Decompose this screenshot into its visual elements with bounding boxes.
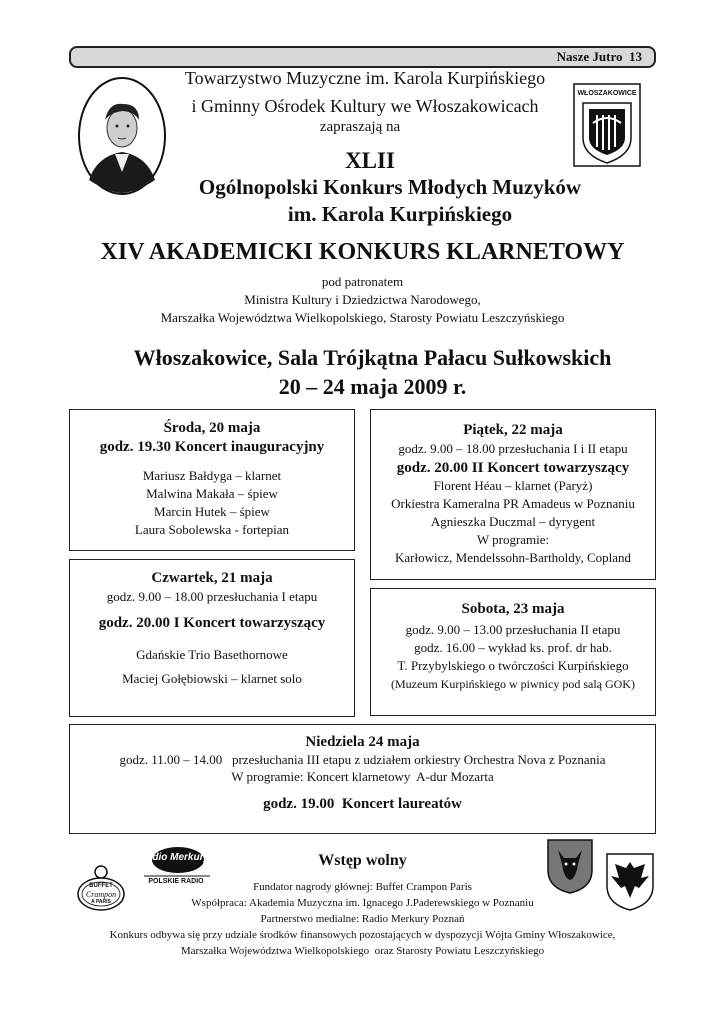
sunday-event: godz. 19.00 Koncert laureatów: [263, 796, 462, 812]
title-line-2: im. Karola Kurpińskiego: [287, 202, 513, 226]
footer-line-2: Współpraca: Akademia Muzyczna im. Ignacego J.Paderewskiego w Poznaniu: [191, 897, 534, 909]
edition-number: XLII: [345, 148, 395, 173]
radio-merkury-logo: [136, 842, 216, 890]
friday-line-1: godz. 9.00 – 18.00 przesłuchania I i II etapu: [398, 441, 628, 456]
friday-line-4: Agnieszka Duczmal – dyrygent: [430, 514, 596, 529]
page-label: Nasze Jutro 13: [556, 49, 642, 64]
saturday-line-4: (Muzeum Kurpińskiego w piwnicy pod salą GOK): [391, 677, 635, 691]
friday-line-3: Orkiestra Kameralna PR Amadeus w Poznaniu: [391, 496, 635, 511]
footer-line-1: Fundator nagrody głównej: Buffet Crampon Paris: [253, 881, 472, 893]
buffet-text-3: A PARIS: [91, 899, 111, 905]
buffet-text-2: Crampon: [85, 890, 117, 899]
friday-day: Piątek, 22 maja: [463, 422, 563, 438]
friday-line-5: W programie:: [476, 532, 550, 547]
wednesday-box: [69, 409, 355, 551]
venue-line-1: Włoszakowice, Sala Trójkątna Pałacu Sułkowskich: [133, 345, 612, 370]
thursday-line-1: godz. 9.00 – 18.00 przesłuchania I etapu: [106, 589, 318, 604]
org-line-3: zapraszają na: [319, 119, 401, 135]
buffet-text-1: BUFFET: [89, 883, 113, 889]
org-line-2: i Gminny Ośrodek Kultury we Włoszakowicach: [191, 96, 539, 116]
venue-date: 20 – 24 maja 2009 r.: [278, 374, 467, 399]
buffet-crampon-logo: [76, 864, 126, 912]
performer-3: Marcin Hutek – śpiew: [154, 504, 270, 519]
main-title: XIV AKADEMICKI KONKURS KLARNETOWY: [100, 239, 625, 265]
thursday-line-3: Maciej Gołębiowski – klarnet solo: [122, 671, 302, 686]
wednesday-event: godz. 19.30 Koncert inauguracyjny: [99, 439, 325, 455]
thursday-day: Czwartek, 21 maja: [151, 570, 273, 586]
radio-sub: POLSKIE RADIO: [148, 878, 204, 885]
footer-line-4: Konkurs odbywa się przy udziale środków finansowych pozostających w dyspozycji Wójta Gminy Włoszakowice,: [109, 929, 616, 941]
sunday-line-2: W programie: Koncert klarnetowy A-dur Mozarta: [231, 769, 494, 784]
patronage-line-1: pod patronatem: [321, 274, 404, 289]
thursday-event: godz. 20.00 I Koncert towarzyszący: [98, 615, 326, 631]
footer-line-3: Partnerstwo medialne: Radio Merkury Poznań: [260, 913, 465, 925]
saturday-box: [370, 588, 656, 716]
patronage-line-3: Marszałka Województwa Wielkopolskiego, Starosty Powiatu Leszczyńskiego: [160, 310, 565, 325]
performer-4: Laura Sobolewska - fortepian: [134, 522, 290, 537]
friday-line-2: Florent Héau – klarnet (Paryż): [433, 478, 593, 493]
saturday-day: Sobota, 23 maja: [461, 601, 565, 617]
friday-box: [370, 409, 656, 580]
wloszakowice-crest: [573, 83, 641, 167]
entry-free: Wstęp wolny: [318, 852, 407, 869]
wednesday-day: Środa, 20 maja: [163, 420, 261, 436]
saturday-line-3: T. Przybylskiego o twórczości Kurpińskiego: [397, 658, 629, 673]
saturday-line-2: godz. 16.00 – wykład ks. prof. dr hab.: [414, 640, 612, 655]
header-bar: [69, 46, 656, 68]
title-line-1: Ogólnopolski Konkurs Młodych Muzyków: [198, 175, 582, 199]
footer-line-5: Marszałka Województwa Wielkopolskiego oraz Starosty Powiatu Leszczyńskiego: [180, 945, 545, 957]
crest-label: WŁOSZAKOWICE: [577, 90, 637, 97]
eagle-crest-icon: [605, 852, 655, 912]
org-line-1: Towarzystwo Muzyczne im. Karola Kurpińskiego: [184, 68, 546, 88]
sunday-day: Niedziela 24 maja: [305, 734, 420, 750]
saturday-line-1: godz. 9.00 – 13.00 przesłuchania II etapu: [405, 622, 621, 637]
friday-line-6: Karłowicz, Mendelssohn-Bartholdy, Copland: [395, 550, 631, 565]
sunday-box: [69, 724, 656, 834]
leszno-crest-icon: [546, 838, 594, 894]
friday-event: godz. 20.00 II Koncert towarzyszący: [396, 460, 630, 476]
sunday-line-1: godz. 11.00 – 14.00 przesłuchania III etapu z udziałem orkiestry Orchestra Nova z Poznania: [119, 752, 606, 767]
thursday-line-2: Gdańskie Trio Basethornowe: [136, 647, 288, 662]
thursday-box: [69, 559, 355, 717]
performer-1: Mariusz Bałdyga – klarnet: [142, 468, 282, 483]
patronage-line-2: Ministra Kultury i Dziedzictwa Narodowego,: [244, 292, 481, 307]
performer-2: Malwina Makała – śpiew: [146, 486, 278, 501]
radio-name: radio Merkury: [142, 852, 210, 863]
